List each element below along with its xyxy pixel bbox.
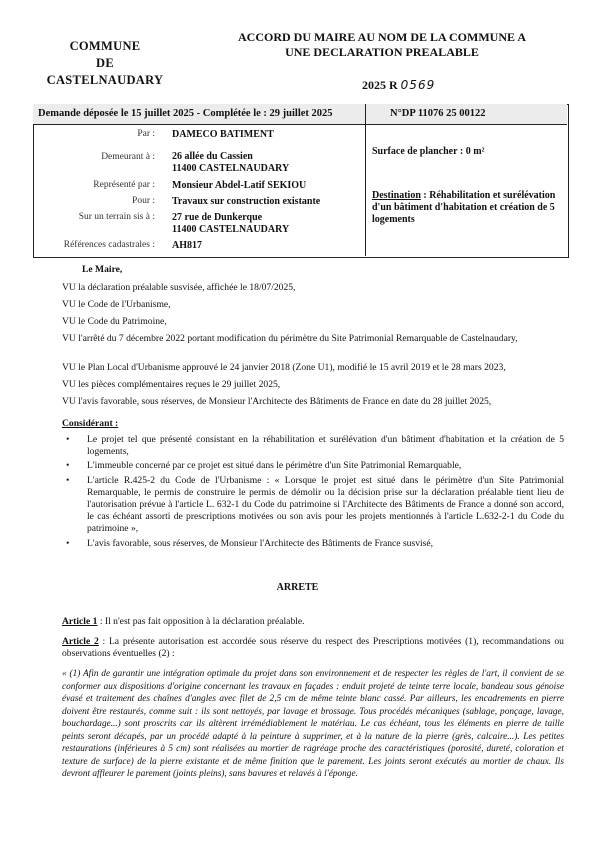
arrete-heading: ARRETE xyxy=(276,582,319,593)
dp-number: N°DP 11076 25 00122 xyxy=(390,108,486,119)
article-2-label: Article 2 xyxy=(62,636,99,647)
title-line2: UNE DECLARATION PREALABLE xyxy=(285,45,479,59)
commune-line2: DE xyxy=(96,56,114,70)
demeurant-line2: 11400 CASTELNAUDARY xyxy=(172,163,290,174)
title-line1: ACCORD DU MAIRE AU NOM DE LA COMMUNE A xyxy=(238,30,526,44)
article-1-text: : Il n'est pas fait opposition à la déclaration préalable. xyxy=(97,616,305,627)
represente-value: Monsieur Abdel-Latif SEKIOU xyxy=(172,180,307,191)
table-divider xyxy=(365,104,366,256)
ref-prefix: 2025 R xyxy=(362,78,398,92)
le-maire: Le Maire, xyxy=(82,264,123,275)
vu-arrete-spr: VU l'arrêté du 7 décembre 2022 portant modification du périmètre du Site Patrimonial Remarquable de Castelnaudary, xyxy=(62,333,518,344)
vu-code-urbanisme: VU le Code de l'Urbanisme, xyxy=(62,299,171,310)
considerant-heading xyxy=(62,418,564,430)
terrain-line2: 11400 CASTELNAUDARY xyxy=(172,224,290,235)
commune-header xyxy=(40,38,170,89)
ref-cad-value: AH817 xyxy=(172,240,202,251)
considerant-item: • Le projet tel que présenté consistant en la réhabilitation et surélévation d'un bâtiment d'habitation et la création de 5 logements, xyxy=(62,434,564,458)
considerant-item: • L'avis favorable, sous réserves, de Monsieur l'Architecte des Bâtiments de France susvisé, xyxy=(62,538,564,550)
demeurant-value xyxy=(172,151,289,175)
vu-plu: VU le Plan Local d'Urbanisme approuvé le 24 janvier 2018 (Zone U1), modifié le 15 avril 2019 et le 28 mars 2023, xyxy=(62,362,506,373)
considerant-item: • L'article R.425-2 du Code de l'Urbanisme : « Lorsque le projet est situé dans le périmètre d'un Site Patrimonial Remarquable, le permis de construire le permis de démolir ou la décision prise sur la déclaration préalable tient lieu de l'autorisation prévue à l'article L. 632-1 du Code du patrimoine si l'Architecte des Bâtiments de France a donné son accord, le cas échéant assorti de prescriptions motivées ou son avis pour les projets mentionnés à l'article L.632-2-1 du Code du patrimoine », xyxy=(62,475,564,536)
ref-number: 0569 xyxy=(400,78,436,92)
vu-avis-abf: VU l'avis favorable, sous réserves, de Monsieur l'Architecte des Bâtiments de France en date du 28 juillet 2025, xyxy=(62,396,492,407)
considerant-label: Considérant : xyxy=(62,418,119,429)
represente-label: Représenté par : xyxy=(93,180,155,190)
demeurant-label: Demeurant à : xyxy=(101,152,155,162)
terrain-label: Sur un terrain sis à : xyxy=(78,212,155,222)
article-2-text: : La présente autorisation est accordée sous réserve du respect des Prescriptions motivées (1), recommandations ou observations éventuelles (2) : xyxy=(62,636,564,660)
article-1-label: Article 1 xyxy=(62,616,98,627)
ref-cad-label: Références cadastrales : xyxy=(63,240,155,250)
article-1 xyxy=(62,616,305,627)
pour-label: Pour : xyxy=(132,196,155,206)
vu-pieces: VU les pièces complémentaires reçues le 29 juillet 2025, xyxy=(62,379,281,390)
document-title xyxy=(212,30,552,60)
commune-line3: CASTELNAUDARY xyxy=(46,73,164,87)
par-value: DAMECO BATIMENT xyxy=(172,129,274,140)
prescriptions-text: « (1) Afin de garantir une intégration optimale du projet dans son environnement et de respecter les règles de l'art, il convient de se conformer aux dispositions d'origine concernant les travaux en façades : enduit projeté de teinte terre locale, bandeau sous génoise évasé et traitement des chaînes d'angles avec filet de 2,5 cm de même teinte blanc cassé. Par ailleurs, les encadrements en pierre doivent être restaurés, comme suit : ils sont nettoyés, par lavage et brossage. Tous procédés mécaniques (sablage, ponçage, lavage, bouchardage...) sont proscrits car ils altèrent irrémédiablement le matériau. Le cas échéant, tous les éléments en pierre de taille peints seront décapés, par un procédé adapté à la peinture à supprimer, et à la nature de la pierre (grès, calcaire...). Les petites restaurations (inférieures à 5 cm) sont réalisées au mortier de ragréage proche des caractéristiques (porosité, dureté, coloration et texture de surface) de la pierre existante et de même finition que le parement. Les joints seront exécutés au mortier de chaux. Ils devront affleurer le parement (joints pleins), sans bavures et relavés à l'éponge. xyxy=(62,669,564,779)
destination-value: : Réhabilitation et surélévation d'un bâtiment d'habitation et création de 5 logements xyxy=(372,190,556,225)
par-label: Par : xyxy=(137,129,155,139)
terrain-value xyxy=(172,212,289,236)
pour-value: Travaux sur construction existante xyxy=(172,196,321,207)
vu-code-patrimoine: VU le Code du Patrimoine, xyxy=(62,316,167,327)
arrete-reference xyxy=(362,78,435,93)
commune-line1: COMMUNE xyxy=(69,39,141,53)
considerant-list xyxy=(62,434,564,552)
demeurant-line1: 26 allée du Cassien xyxy=(172,151,253,162)
vu-declaration: VU la déclaration préalable susvisée, affichée le 18/07/2025, xyxy=(62,282,296,293)
article-2 xyxy=(62,636,564,660)
considerant-item: • L'immeuble concerné par ce projet est situé dans le périmètre d'un Site Patrimonial Remarquable, xyxy=(62,460,564,472)
destination-label: Destination xyxy=(372,190,421,201)
destination xyxy=(372,190,562,226)
surface-plancher: Surface de plancher : 0 m² xyxy=(372,146,485,157)
terrain-line1: 27 rue de Dunkerque xyxy=(172,212,263,223)
depose-date: Demande déposée le 15 juillet 2025 - Complétée le : 29 juillet 2025 xyxy=(38,108,333,119)
